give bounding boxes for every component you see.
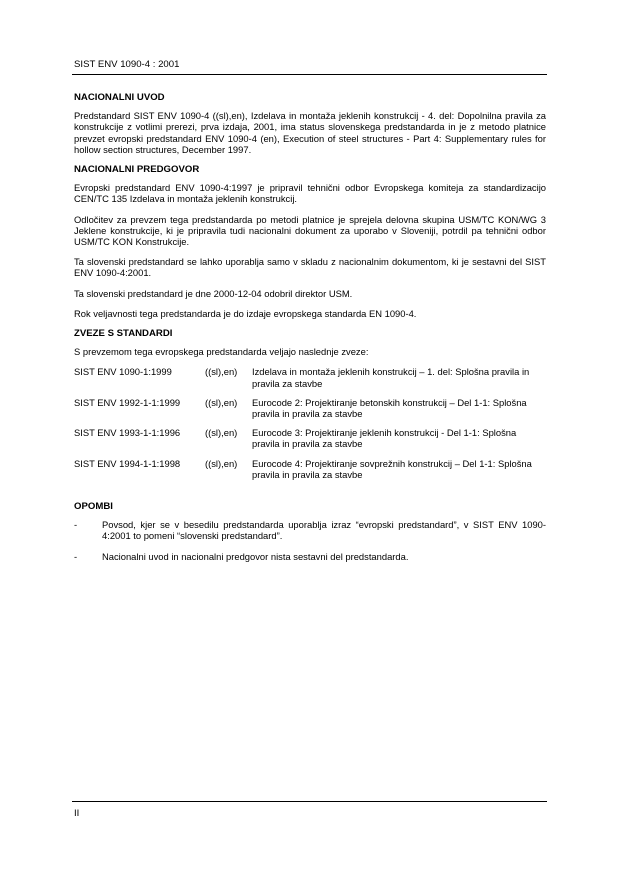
zveze-intro: S prevzemom tega evropskega predstandarda veljajo naslednje zveze: — [74, 346, 369, 358]
reference-title: Izdelava in montaža jeklenih konstrukcij – 1. del: Splošna pravila in pravila za stavbe — [252, 366, 530, 389]
reference-code: SIST ENV 1090-1:1999 — [74, 366, 172, 378]
section-spacer — [74, 491, 546, 501]
heading-zveze-s-standardi: ZVEZE S STANDARDI — [74, 328, 173, 340]
reference-title: Eurocode 3: Projektiranje jeklenih konstrukcij - Del 1-1: Splošna pravila in pravila za stavbe — [252, 427, 517, 450]
note-item — [74, 551, 546, 562]
reference-language: ((sl),en) — [205, 427, 238, 439]
heading-opombi: OPOMBI — [74, 501, 113, 513]
reference-language: ((sl),en) — [205, 457, 238, 469]
header-rule — [72, 74, 547, 75]
heading-nacionalni-predgovor: NACIONALNI PREDGOVOR — [74, 164, 200, 176]
heading-nacionalni-uvod: NACIONALNI UVOD — [74, 92, 165, 103]
note-item — [74, 519, 546, 541]
predgovor-paragraph: Ta slovenski predstandard je dne 2000-12-04 odobril direktor USM. — [74, 287, 353, 299]
reference-code: SIST ENV 1993-1-1:1996 — [74, 427, 181, 439]
note-text: Povsod, kjer se v besedilu predstandarda uporablja izraz “evropski predstandard”, v SIST ENV 1090-4:2001 to pomeni “slovenski predstandard”. — [102, 519, 546, 542]
page-number: II — [74, 808, 80, 819]
note-dash: - — [74, 550, 78, 562]
predgovor-paragraph: Rok veljavnosti tega predstandarda je do izdaje evropskega standarda EN 1090-4. — [74, 307, 417, 319]
header-document-id: SIST ENV 1090-4 : 2001 — [74, 59, 180, 70]
predgovor-paragraph: Odločitev za prevzem tega predstandarda po metodi platnice je sprejela delovna skupina USM/TC KON/WG 3 Jeklene konstrukcije, ki je pripravila tudi nacionalni dokument za uporabo v Sloveniji, potrdil pa tehnični odbor USM/TC KON Konstrukcije. — [74, 213, 546, 248]
reference-code: SIST ENV 1994-1-1:1998 — [74, 457, 181, 469]
reference-code: SIST ENV 1992-1-1:1999 — [74, 396, 181, 408]
page-content — [74, 92, 546, 571]
predgovor-paragraph: Ta slovenski predstandard se lahko uporablja samo v skladu z nacionalnim dokumentom, ki je sestavni del SIST ENV 1090-4:2001. — [74, 256, 546, 279]
standard-reference-row — [74, 397, 546, 419]
reference-language: ((sl),en) — [205, 366, 238, 378]
uvod-paragraph: Predstandard SIST ENV 1090-4 ((sl),en), Izdelava in montaža jeklenih konstrukcij - 4. del: Dopolnilna pravila za konstrukcije z votlimi prerezi, prva izdaja, 2001, ima status slovenskega predstandarda in je z metodo platnice prevzet evropski predstandard ENV 1090-4 (en), Execution of steel structures - Part 4: Supplementary rules for hollow section structures, December 1997. — [74, 110, 546, 155]
reference-title: Eurocode 4: Projektiranje sovprežnih konstrukcij – Del 1-1: Splošna pravila in pravila za stavbe — [252, 457, 532, 480]
reference-title: Eurocode 2: Projektiranje betonskih konstrukcij – Del 1-1: Splošna pravila in pravila za stavbe — [252, 396, 527, 420]
note-dash: - — [74, 519, 78, 531]
reference-language: ((sl),en) — [205, 396, 238, 408]
standard-reference-row — [74, 366, 546, 388]
note-text: Nacionalni uvod in nacionalni predgovor nista sestavni del predstandarda. — [102, 550, 409, 562]
standard-reference-row — [74, 427, 546, 449]
predgovor-paragraph: Evropski predstandard ENV 1090-4:1997 je pripravil tehnični odbor Evropskega komiteja za standardizacijo CEN/TC 135 Izdelava in montaža jeklenih konstrukcij. — [74, 182, 546, 205]
footer-rule — [72, 801, 547, 802]
standard-reference-row — [74, 458, 546, 480]
